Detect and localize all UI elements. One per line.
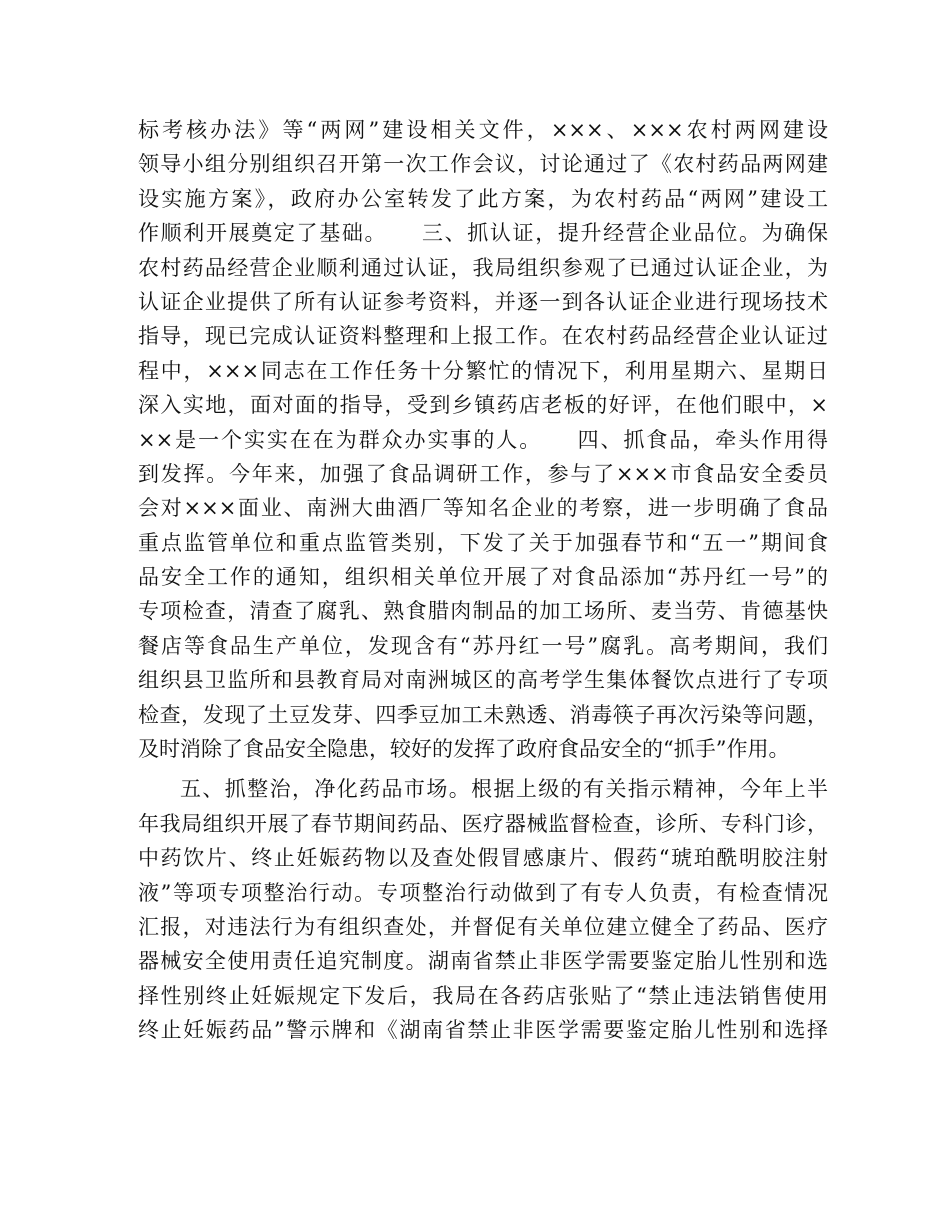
text-line: 程中，×××同志在工作任务十分繁忙的情况下，利用星期六、星期日 [138, 358, 828, 383]
text-line: 餐店等食品生产单位，发现含有“苏丹红一号”腐乳。高考期间，我们 [138, 633, 828, 658]
text-line: 会对×××面业、南洲大曲酒厂等知名企业的考察，进一步明确了食品 [138, 496, 828, 521]
text-line: 作顺利开展奠定了基础。 三、抓认证，提升经营企业品位。为确保 [138, 221, 828, 246]
text-line: 重点监管单位和重点监管类别，下发了关于加强春节和“五一”期间食 [138, 530, 828, 555]
text-line: 领导小组分别组织召开第一次工作会议，讨论通过了《农村药品两网建 [138, 152, 828, 177]
text-line: 认证企业提供了所有认证参考资料，并逐一到各认证企业进行现场技术 [138, 289, 828, 314]
text-line: 品安全工作的通知，组织相关单位开展了对食品添加“苏丹红一号”的 [138, 565, 828, 590]
text-line: ××是一个实实在在为群众办实事的人。 四、抓食品，牵头作用得 [138, 427, 828, 452]
text-line: 及时消除了食品安全隐患，较好的发挥了政府食品安全的“抓手”作用。 [138, 737, 790, 762]
text-line: 标考核办法》等“两网”建设相关文件，×××、×××农村两网建设 [138, 118, 828, 142]
text-line: 五、抓整治，净化药品市场。根据上级的有关指示精神，今年上半 [180, 777, 828, 802]
text-line: 农村药品经营企业顺利通过认证，我局组织参观了已通过认证企业，为 [138, 255, 828, 280]
text-line: 组织县卫监所和县教育局对南洲城区的高考学生集体餐饮点进行了专项 [138, 668, 828, 693]
text-line: 检查，发现了土豆发芽、四季豆加工未熟透、消毒筷子再次污染等问题， [138, 702, 828, 727]
document-body [138, 113, 828, 1048]
text-line: 终止妊娠药品”警示牌和《湖南省禁止非医学需要鉴定胎儿性别和选择 [138, 1018, 828, 1043]
text-line: 指导，现已完成认证资料整理和上报工作。在农村药品经营企业认证过 [138, 324, 828, 349]
text-line: 深入实地，面对面的指导，受到乡镇药店老板的好评，在他们眼中，× [138, 393, 828, 418]
text-line: 设实施方案》，政府办公室转发了此方案，为农村药品“两网”建设工 [138, 186, 828, 211]
paragraph-1 [138, 113, 828, 766]
text-line: 中药饮片、终止妊娠药物以及查处假冒感康片、假药“琥珀酰明胶注射 [138, 846, 828, 871]
text-line: 择性别终止妊娠规定下发后，我局在各药店张贴了“禁止违法销售使用 [138, 983, 828, 1008]
text-line: 年我局组织开展了春节期间药品、医疗器械监督检查，诊所、专科门诊， [138, 811, 828, 836]
text-line: 液”等项专项整治行动。专项整治行动做到了有专人负责，有检查情况 [138, 880, 828, 905]
text-line: 汇报，对违法行为有组织查处，并督促有关单位建立健全了药品、医疗 [138, 914, 828, 939]
text-line: 器械安全使用责任追究制度。湖南省禁止非医学需要鉴定胎儿性别和选 [138, 949, 828, 974]
text-line: 专项检查，清查了腐乳、熟食腊肉制品的加工场所、麦当劳、肯德基快 [138, 599, 828, 624]
text-line: 到发挥。今年来，加强了食品调研工作，参与了×××市食品安全委员 [138, 461, 828, 486]
paragraph-2 [138, 772, 828, 1047]
